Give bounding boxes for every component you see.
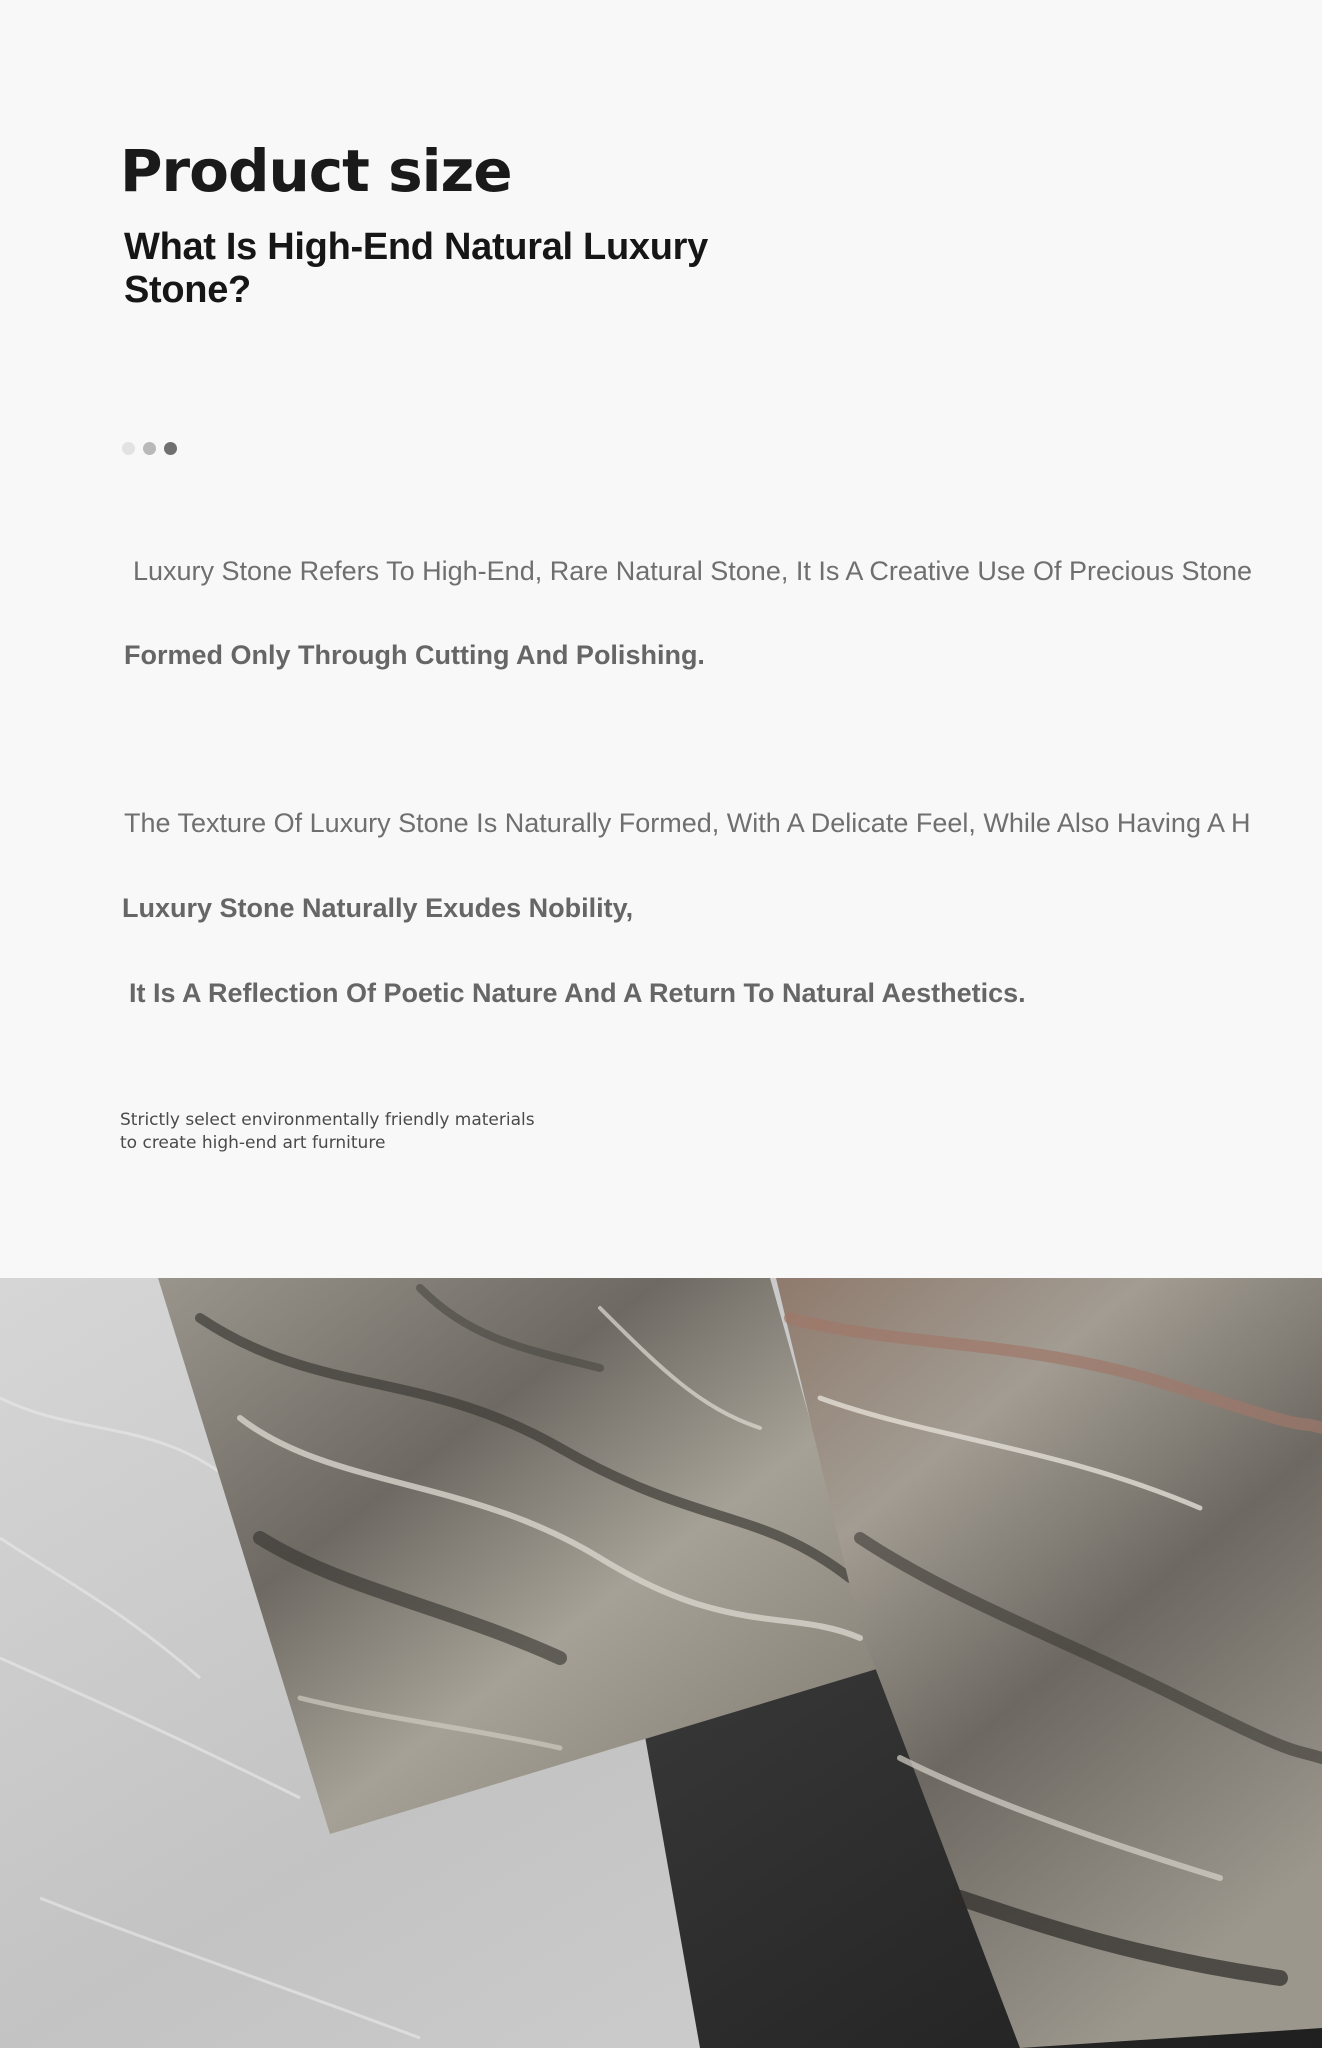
carousel-dot[interactable] <box>143 442 156 455</box>
section-heading: What Is High-End Natural Luxury Stone? <box>124 226 708 311</box>
stone-product-photo <box>0 1278 1322 2048</box>
page-title: Product size <box>120 137 512 205</box>
caption-line: to create high-end art furniture <box>120 1133 386 1153</box>
description-line: Luxury Stone Naturally Exudes Nobility, <box>122 893 634 923</box>
description-line: It Is A Reflection Of Poetic Nature And A Return To Natural Aesthetics. <box>129 978 1026 1008</box>
description-line: Formed Only Through Cutting And Polishing. <box>124 640 705 670</box>
description-line: The Texture Of Luxury Stone Is Naturally Formed, With A Delicate Feel, While Also Having A H <box>124 808 1251 838</box>
description-line: Luxury Stone Refers To High-End, Rare Natural Stone, It Is A Creative Use Of Precious Stone <box>133 556 1253 586</box>
stone-photo-illustration <box>0 1278 1322 2048</box>
carousel-dot[interactable] <box>122 442 135 455</box>
caption-line: Strictly select environmentally friendly materials <box>120 1110 535 1130</box>
caption <box>120 1109 535 1155</box>
carousel-dot-active[interactable] <box>164 442 177 455</box>
